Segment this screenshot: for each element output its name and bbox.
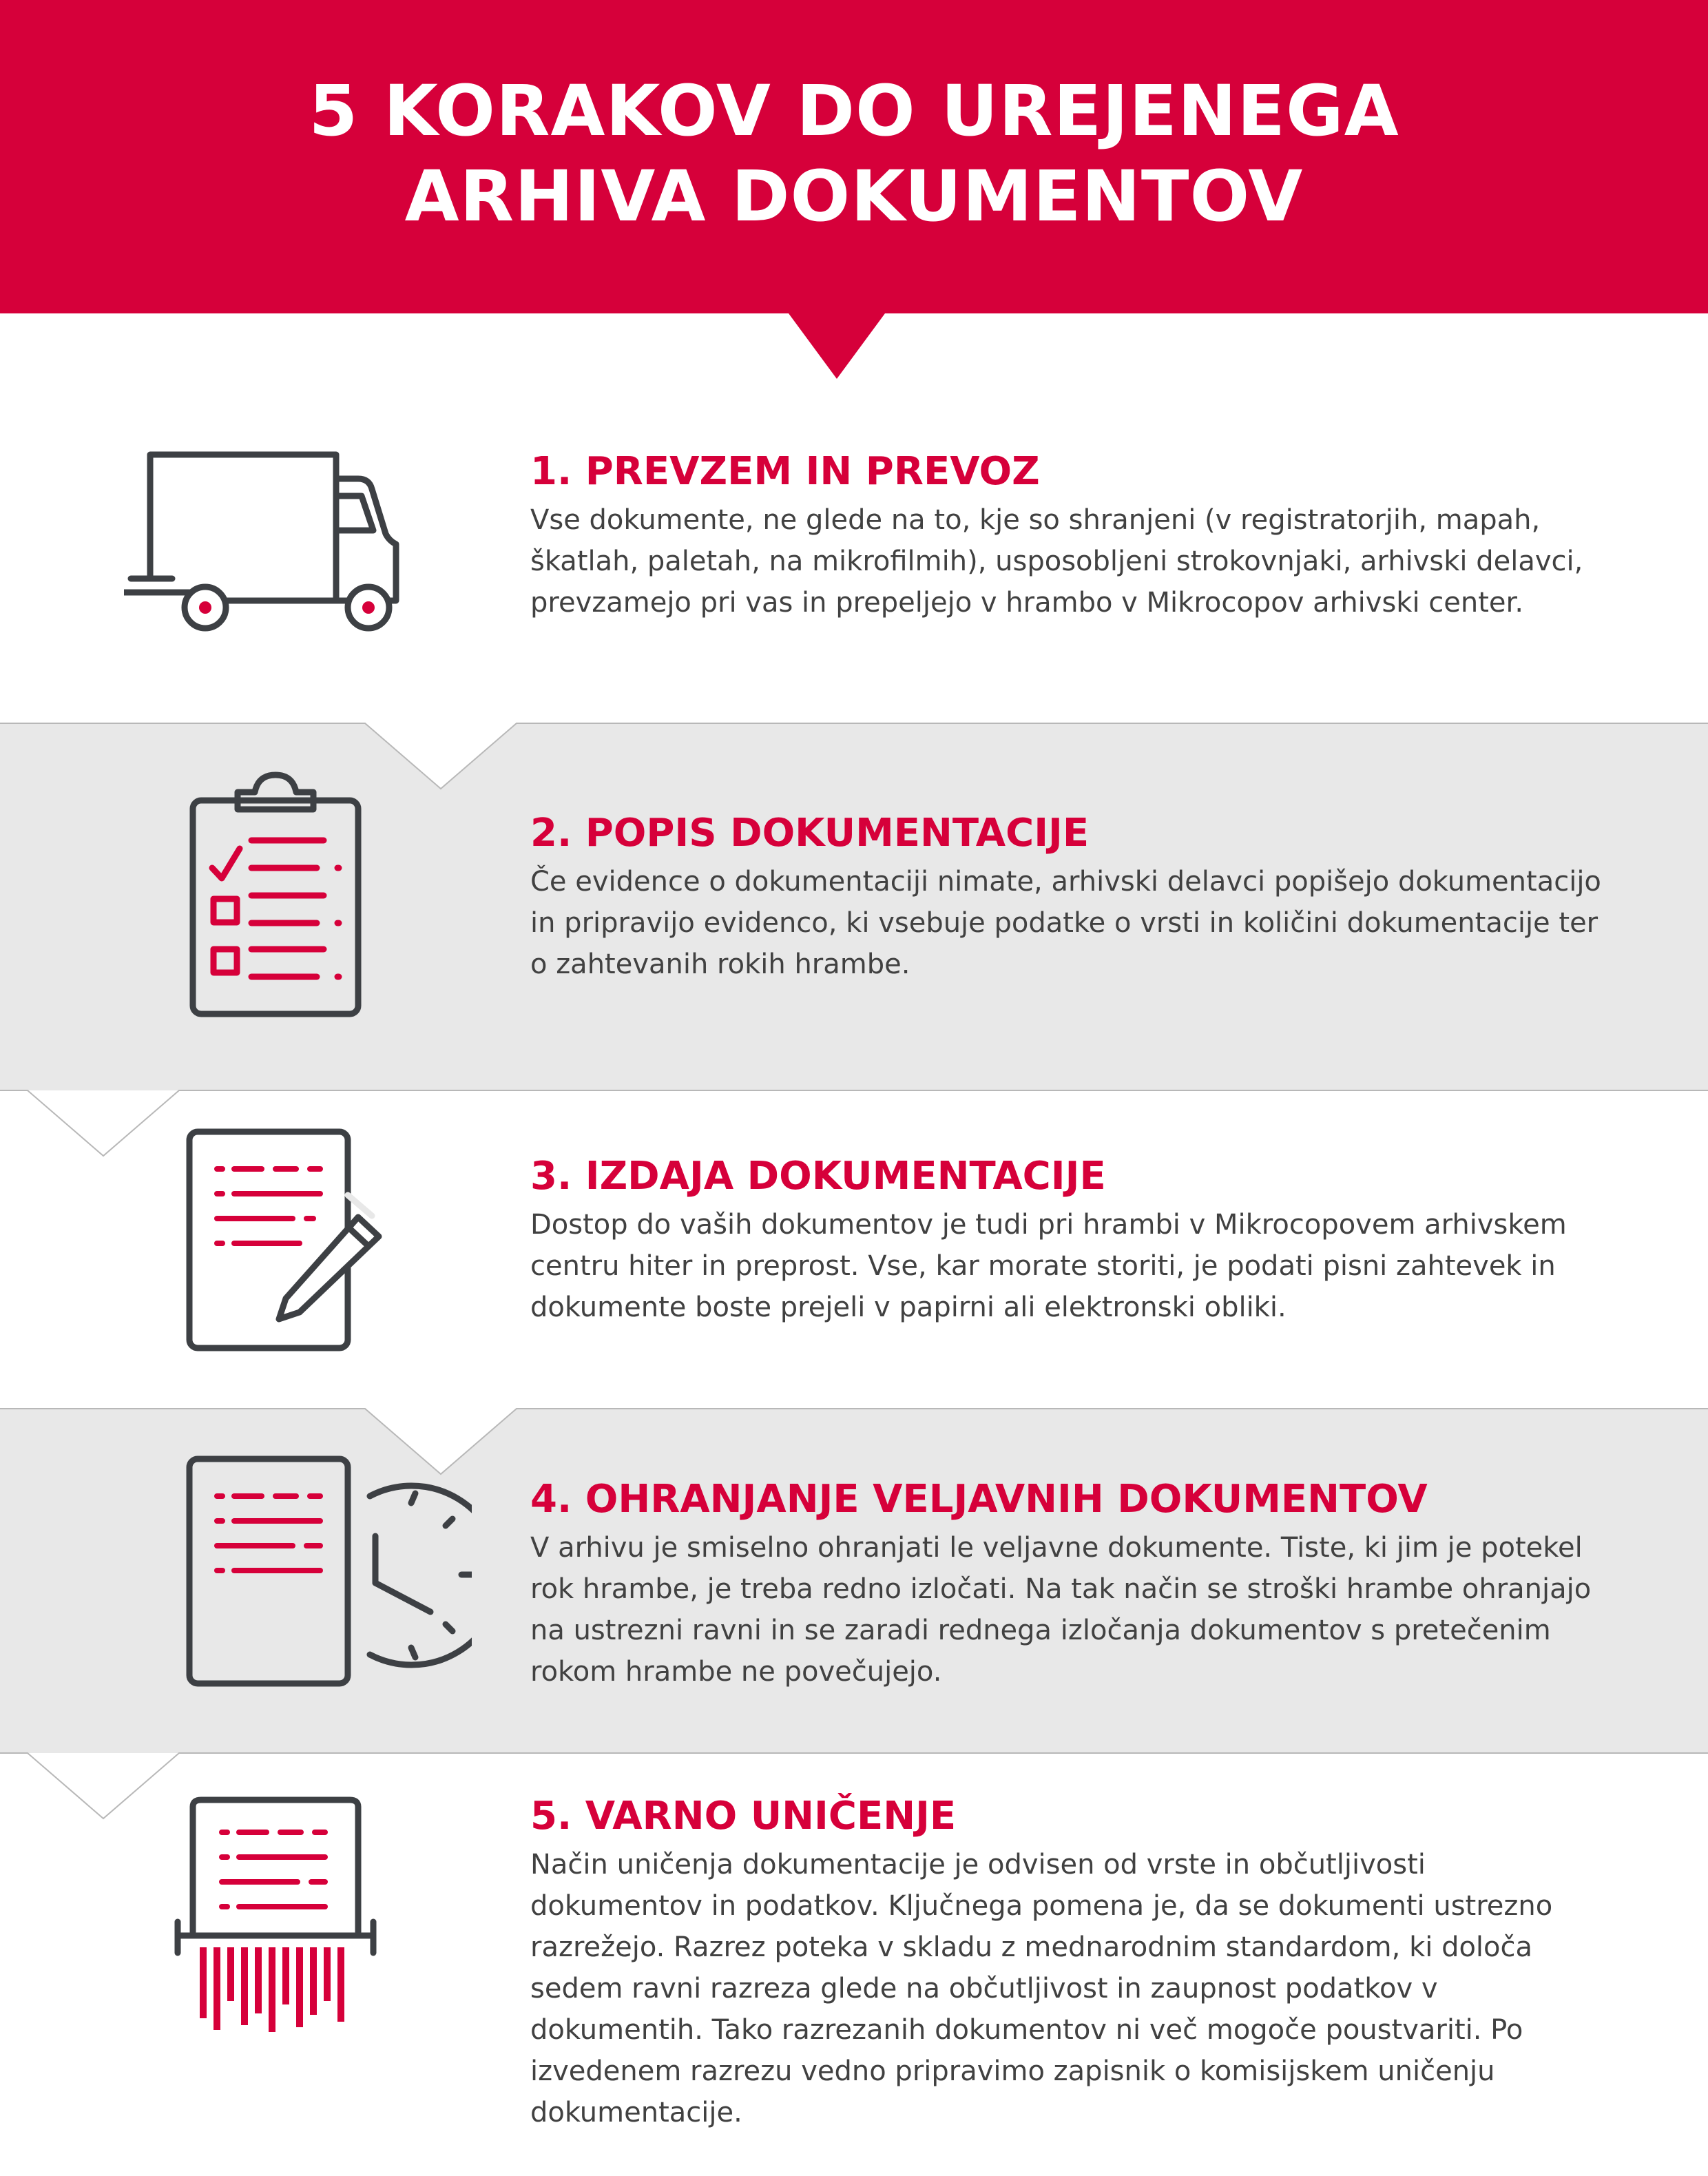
step-1-heading: 1. PREVZEM IN PREVOZ (530, 449, 1040, 494)
step-2-body: Če evidence o dokumentaciji nimate, arhivski delavci popišejo dokumentacijo in pripravijo evidenco, ki vsebuje podatke o vrsti in količini dokumentacije ter o zahtevanih rokih hrambe. (530, 866, 1601, 980)
document-shredder-icon (172, 1794, 379, 2035)
step-5-body: Način uničenja dokumentacije je odvisen od vrste in občutljivosti dokumentov in podatkov. Ključnega pomena je, da se dokumenti ustrezno razrežejo. Razrez poteka v skladu z mednarodnim standardom, ki določa sedem ravni razreza glede na občutljivost in zaupnost podatkov v dokumentih. Tako razrezanih dokumentov ni več mogoče poustvariti. Po izvedenem razrezu vedno pripravimo zapisnik o komisijskem uničenju dokumentacije. (530, 1849, 1553, 2128)
step-3-body: Dostop do vaših dokumentov je tudi pri hrambi v Mikrocopovem arhivskem centru hiter in preprost. Vse, kar morate storiti, je podati pisni zahtevek in dokumente boste prejeli v papirni ali elektronski obliki. (530, 1209, 1567, 1323)
truck-icon (124, 448, 427, 647)
step-5-heading: 5. VARNO UNIČENJE (530, 1794, 957, 1838)
step-4-body: V arhivu je smiselno ohranjati le veljavne dokumente. Tiste, ki jim je potekel rok hrambe, je treba redno izločati. Na tak način se stroški hrambe ohranjajo na ustrezni ravni in se zaradi rednega izločanja dokumentov s pretečenim rokom hrambe ne povečujejo. (530, 1532, 1592, 1688)
page-title (0, 69, 1708, 240)
step-3-heading: 3. IZDAJA DOKUMENTACIJE (530, 1154, 1106, 1199)
page-title-line-2: ARHIVA DOKUMENTOV (404, 156, 1304, 238)
document-pen-icon (183, 1126, 396, 1354)
band-step-5-notch (28, 1753, 179, 1818)
document-clock-icon (183, 1453, 472, 1688)
step-1-body: Vse dokumente, ne glede na to, kje so shranjeni (v registratorjih, mapah, škatlah, paletah, na mikrofilmih), usposobljeni strokovnjaki, arhivski delavci, prevzamejo pri vas in prepeljejo v hrambo v Mikrocopov arhivski center. (530, 504, 1583, 619)
step-2-heading: 2. POPIS DOKUMENTACIJE (530, 811, 1090, 856)
band-step-3-notch (0, 1090, 179, 1156)
step-4-heading: 4. OHRANJANJE VELJAVNIH DOKUMENTOV (530, 1477, 1428, 1522)
clipboard-checklist-icon (186, 771, 365, 1019)
page-title-line-1: 5 KORAKOV DO UREJENEGA (309, 70, 1399, 152)
